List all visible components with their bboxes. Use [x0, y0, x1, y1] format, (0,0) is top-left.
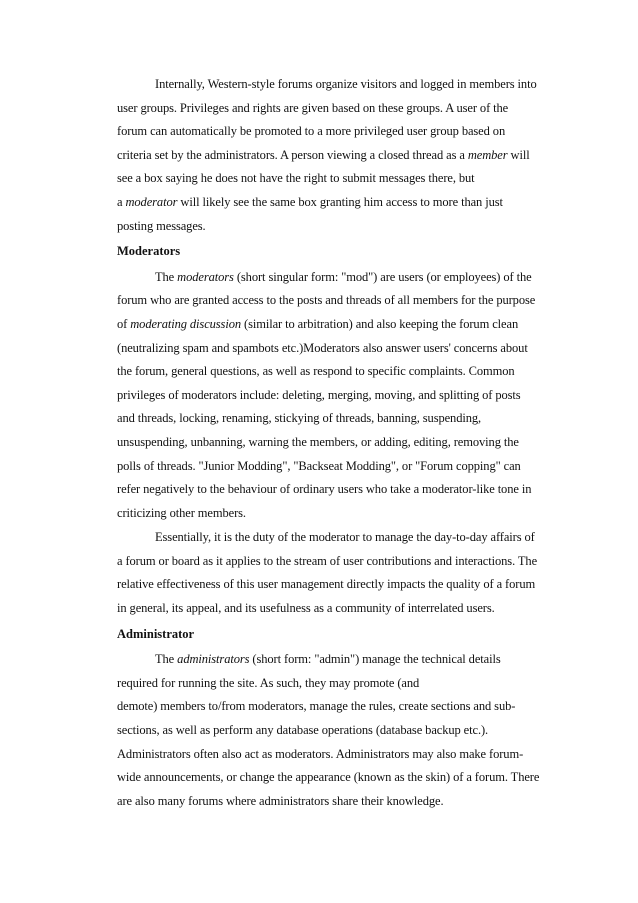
heading-administrator: Administrator [117, 626, 195, 641]
text-line [117, 648, 560, 672]
text-line: a forum or board as it applies to the stream of user contributions and interactions. The [117, 553, 538, 568]
text-line [117, 144, 560, 168]
document-body [117, 73, 560, 813]
text-line: criticizing other members. [117, 505, 246, 520]
heading-moderators: Moderators [117, 244, 181, 259]
text-line: wide announcements, or change the appearance (known as the skin) of a forum. There [117, 770, 540, 785]
text-line [117, 191, 560, 215]
text-line: sections, as well as perform any database operations (database backup etc.). [117, 723, 489, 738]
emphasis-administrators: administrators [177, 652, 250, 667]
text-line: Internally, Western-style forums organize visitors and logged in members into [155, 77, 537, 91]
text-run: will likely see the same box granting him access to more than just [177, 194, 503, 209]
text-line: required for running the site. As such, they may promote (and [117, 675, 420, 690]
text-line: the forum, general questions, as well as respond to specific complaints. Common [117, 364, 515, 379]
text-line: demote) members to/from moderators, manage the rules, create sections and sub- [117, 699, 516, 714]
emphasis-member: member [467, 147, 508, 162]
paragraph-administrators [117, 648, 560, 813]
text-line: (neutralizing spam and spambots etc.)Moderators also answer users' concerns about [117, 340, 528, 355]
text-run: a [117, 194, 126, 209]
text-line: polls of threads. "Junior Modding", "Backseat Modding", or "Forum copping" can [117, 458, 521, 473]
text-run: The [155, 652, 178, 667]
text-run: will [507, 147, 530, 162]
emphasis-moderators: moderators [177, 269, 234, 284]
text-run: (short form: "admin") manage the technical details [249, 652, 501, 667]
text-line: unsuspending, unbanning, warning the members, or adding, editing, removing the [117, 434, 519, 449]
text-line: are also many forums where administrators share their knowledge. [117, 793, 444, 808]
text-line: posting messages. [117, 218, 206, 233]
emphasis-moderating-discussion: moderating discussion [130, 316, 241, 331]
text-line: Essentially, it is the duty of the moderator to manage the day-to-day affairs of [155, 530, 535, 545]
text-line: forum can automatically be promoted to a more privileged user group based on [117, 124, 506, 139]
text-line: in general, its appeal, and its usefulness as a community of interrelated users. [117, 601, 495, 616]
text-line: refer negatively to the behaviour of ordinary users who take a moderator-like tone in [117, 482, 532, 497]
text-line: forum who are granted access to the posts and threads of all members for the purpose [117, 293, 536, 308]
paragraph-moderator-duty [117, 526, 560, 620]
text-line [117, 313, 560, 337]
text-run: criteria set by the administrators. A person viewing a closed thread as a [117, 147, 468, 162]
text-run: (short singular form: "mod") are users (or employees) of the [233, 269, 532, 284]
text-line: and threads, locking, renaming, stickying of threads, banning, suspending, [117, 411, 482, 426]
text-line: see a box saying he does not have the right to submit messages there, but [117, 171, 475, 186]
text-line: relative effectiveness of this user management directly impacts the quality of a forum [117, 577, 536, 592]
text-run: (similar to arbitration) and also keeping the forum clean [241, 316, 519, 331]
text-line: privileges of moderators include: deleting, merging, moving, and splitting of posts [117, 387, 521, 402]
emphasis-moderator: moderator [125, 194, 178, 209]
text-run: of [117, 316, 131, 331]
text-run: The [155, 269, 178, 284]
text-line [117, 266, 560, 290]
paragraph-user-groups [117, 73, 560, 238]
text-line: Administrators often also act as moderators. Administrators may also make forum- [117, 746, 524, 761]
paragraph-moderators [117, 266, 560, 526]
text-line: user groups. Privileges and rights are given based on these groups. A user of the [117, 100, 509, 115]
